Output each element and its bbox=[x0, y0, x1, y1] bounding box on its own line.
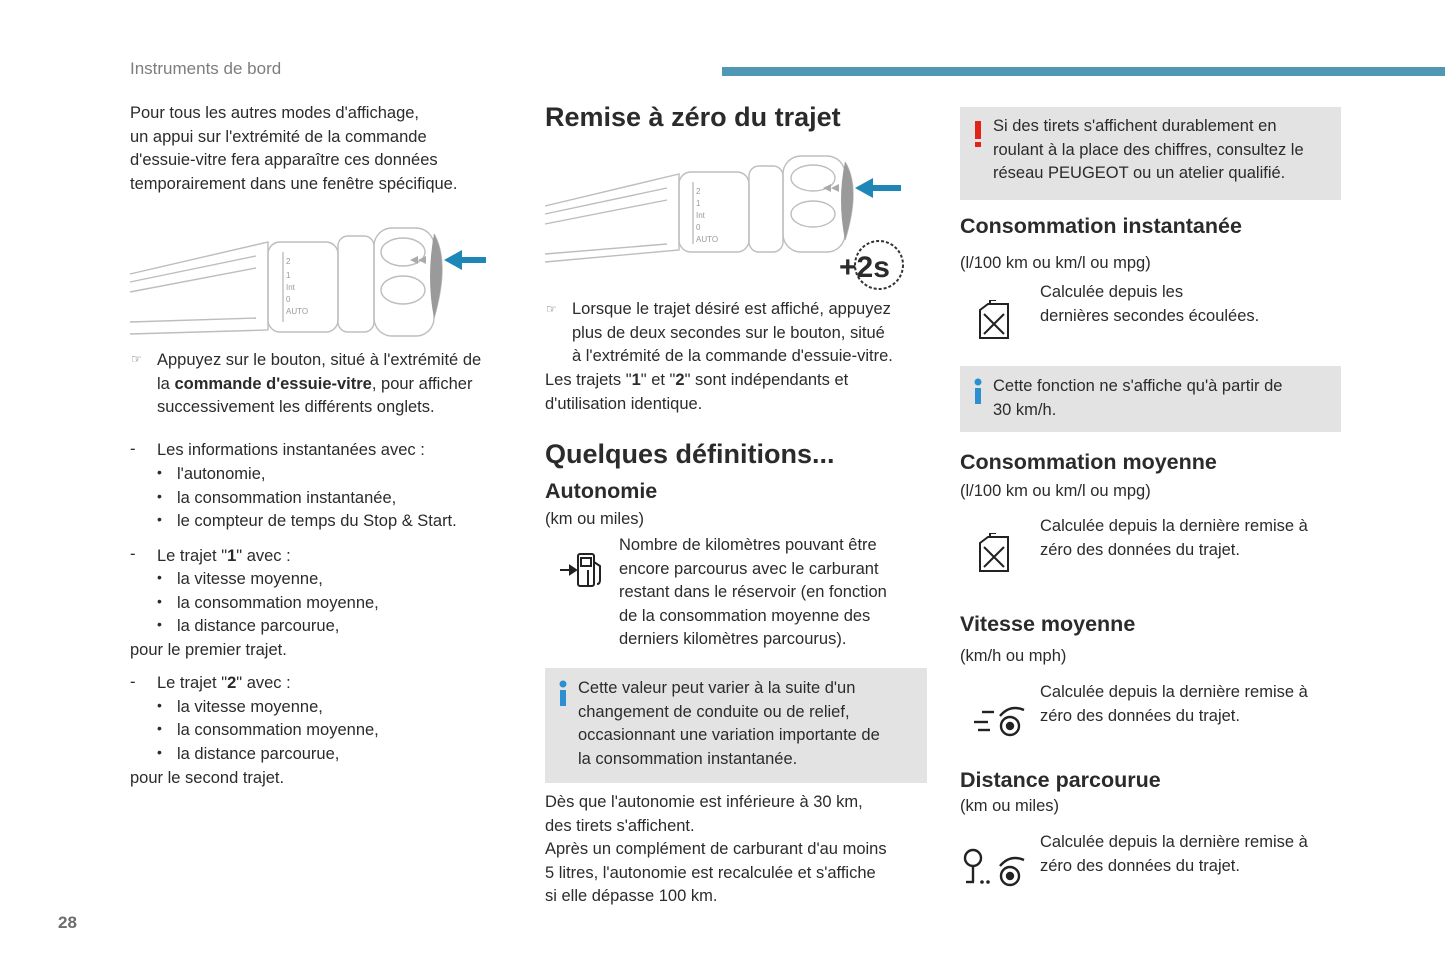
arrow-left-icon bbox=[444, 250, 486, 270]
text-segment: " avec : bbox=[236, 674, 291, 692]
description-line: zéro des données du trajet. bbox=[1040, 706, 1240, 725]
fuel-pump-icon bbox=[558, 550, 606, 590]
warning-icon bbox=[972, 119, 984, 149]
list-item: la distance parcourue, bbox=[177, 745, 340, 763]
text-segment: la bbox=[157, 374, 175, 393]
info-text bbox=[993, 375, 1341, 422]
list-item: la consommation instantanée, bbox=[177, 489, 397, 507]
info-icon bbox=[557, 680, 569, 708]
text-segment: " et " bbox=[640, 371, 676, 389]
consommation-instantanee-description bbox=[1040, 281, 1340, 328]
info-line: changement de conduite ou de relief, bbox=[578, 702, 850, 721]
autonomie-unit: (km ou miles) bbox=[545, 510, 645, 528]
stalk-label: 0 bbox=[286, 295, 291, 304]
instruction-line: Lorsque le trajet désiré est affiché, appuyez bbox=[572, 300, 891, 318]
stalk-label: Int bbox=[696, 211, 705, 220]
trips-note bbox=[545, 369, 925, 416]
list-item: l'autonomie, bbox=[177, 465, 266, 483]
description-line: encore parcourus avec le carburant bbox=[619, 559, 879, 578]
info-text bbox=[578, 677, 923, 771]
instruction-line bbox=[157, 373, 517, 397]
fuel-can-icon bbox=[976, 300, 1012, 340]
list-dash: - bbox=[130, 440, 136, 458]
list-item: la vitesse moyenne, bbox=[177, 570, 323, 588]
footer-line: 5 litres, l'autonomie est recalculée et s'affiche bbox=[545, 863, 876, 882]
list-title bbox=[157, 672, 291, 696]
text-segment: " avec : bbox=[236, 547, 291, 565]
info-box-speed bbox=[960, 366, 1341, 432]
info-line: occasionnant une variation importante de bbox=[578, 726, 880, 745]
header-accent-bar bbox=[722, 67, 1445, 76]
footer-line: si elle dépasse 100 km. bbox=[545, 887, 718, 906]
fuel-can-icon bbox=[976, 533, 1012, 573]
distance-icon bbox=[962, 846, 1030, 892]
list-footer: pour le second trajet. bbox=[130, 769, 285, 787]
reset-instruction bbox=[572, 298, 932, 369]
vitesse-moyenne-title: Vitesse moyenne bbox=[960, 612, 1136, 636]
pointing-hand-icon: ☞ bbox=[131, 352, 142, 366]
list-item: la distance parcourue, bbox=[177, 617, 340, 635]
bullet-dot: • bbox=[157, 511, 162, 527]
list-title bbox=[157, 545, 291, 569]
description-line: derniers kilomètres parcourus). bbox=[619, 630, 847, 649]
warning-line: réseau PEUGEOT ou un atelier qualifié. bbox=[993, 164, 1286, 183]
info-line: Cette fonction ne s'affiche qu'à partir de bbox=[993, 377, 1283, 395]
warning-box bbox=[960, 107, 1341, 200]
text-segment: " sont indépendants et bbox=[684, 371, 849, 389]
description-line: Calculée depuis la dernière remise à bbox=[1040, 833, 1308, 851]
bullet-dot: • bbox=[157, 744, 162, 760]
text-emphasis: 2 bbox=[227, 674, 237, 692]
stalk-label: AUTO bbox=[696, 235, 719, 244]
text-emphasis: 1 bbox=[227, 547, 237, 565]
list-footer: pour le premier trajet. bbox=[130, 641, 287, 659]
text-emphasis: 1 bbox=[631, 371, 641, 389]
distance-parcourue-description bbox=[1040, 831, 1340, 878]
footer-line: Après un complément de carburant d'au moins bbox=[545, 840, 887, 859]
text-segment: Le trajet " bbox=[157, 674, 228, 692]
autonomie-footer bbox=[545, 791, 930, 909]
bullet-dot: • bbox=[157, 616, 162, 632]
warning-line: Si des tirets s'affichent durablement en bbox=[993, 117, 1277, 135]
wiper-stalk-illustration bbox=[128, 222, 493, 340]
trips-line: d'utilisation identique. bbox=[545, 394, 703, 413]
list-dash: - bbox=[130, 673, 136, 691]
text-segment: Le trajet " bbox=[157, 547, 228, 565]
list-title: Les informations instantanées avec : bbox=[157, 441, 425, 459]
intro-line: temporairement dans une fenêtre spécifique. bbox=[130, 174, 458, 193]
intro-line: d'essuie-vitre fera apparaître ces données bbox=[130, 151, 438, 170]
bullet-dot: • bbox=[157, 720, 162, 736]
arrow-left-icon bbox=[855, 178, 901, 198]
stalk-label: 0 bbox=[696, 223, 701, 232]
bullet-dot: • bbox=[157, 697, 162, 713]
consommation-instantanee-unit: (l/100 km ou km/l ou mpg) bbox=[960, 254, 1151, 272]
intro-line: Pour tous les autres modes d'affichage, bbox=[130, 104, 420, 122]
consommation-moyenne-unit: (l/100 km ou km/l ou mpg) bbox=[960, 482, 1151, 500]
bullet-dot: • bbox=[157, 569, 162, 585]
stalk-label: Int bbox=[286, 283, 295, 292]
page-number: 28 bbox=[58, 913, 77, 932]
bullet-dot: • bbox=[157, 593, 162, 609]
text-segment: Les trajets " bbox=[545, 371, 632, 389]
distance-parcourue-title: Distance parcourue bbox=[960, 768, 1161, 792]
stalk-label: 1 bbox=[696, 199, 701, 208]
press-button-instruction bbox=[157, 349, 517, 420]
description-line: zéro des données du trajet. bbox=[1040, 540, 1240, 559]
stalk-label: 1 bbox=[286, 271, 291, 280]
instruction-line: successivement les différents onglets. bbox=[157, 398, 435, 417]
footer-line: Dès que l'autonomie est inférieure à 30 km, bbox=[545, 793, 863, 811]
description-line: de la consommation moyenne des bbox=[619, 606, 871, 625]
speed-icon bbox=[972, 702, 1030, 742]
stalk-label: 2 bbox=[696, 187, 701, 196]
description-line: Calculée depuis les bbox=[1040, 283, 1184, 301]
intro-paragraph bbox=[130, 102, 510, 196]
info-line: Cette valeur peut varier à la suite d'un bbox=[578, 679, 856, 697]
trips-line bbox=[545, 369, 925, 393]
description-line: zéro des données du trajet. bbox=[1040, 856, 1240, 875]
text-segment: , pour afficher bbox=[371, 374, 473, 393]
info-line: 30 km/h. bbox=[993, 400, 1057, 419]
consommation-instantanee-title: Consommation instantanée bbox=[960, 214, 1242, 238]
timer-badge-label: +2s bbox=[839, 251, 890, 284]
description-line: dernières secondes écoulées. bbox=[1040, 306, 1260, 325]
instruction-line: à l'extrémité de la commande d'essuie-vitre. bbox=[572, 347, 893, 366]
info-box-variation bbox=[545, 668, 927, 783]
pointing-hand-icon: ☞ bbox=[546, 302, 557, 316]
bullet-dot: • bbox=[157, 464, 162, 480]
definitions-heading: Quelques définitions... bbox=[545, 439, 835, 469]
footer-line: des tirets s'affichent. bbox=[545, 816, 695, 835]
consommation-moyenne-title: Consommation moyenne bbox=[960, 450, 1217, 474]
list-item: la consommation moyenne, bbox=[177, 721, 379, 739]
consommation-moyenne-description bbox=[1040, 515, 1340, 562]
vitesse-moyenne-unit: (km/h ou mph) bbox=[960, 647, 1067, 665]
description-line: Calculée depuis la dernière remise à bbox=[1040, 517, 1308, 535]
info-icon bbox=[972, 378, 984, 406]
wiper-stalk-illustration-reset bbox=[543, 150, 913, 290]
description-line: Calculée depuis la dernière remise à bbox=[1040, 683, 1308, 701]
stalk-label: 2 bbox=[286, 257, 291, 266]
description-line: restant dans le réservoir (en fonction bbox=[619, 583, 887, 602]
autonomie-title: Autonomie bbox=[545, 479, 658, 503]
vitesse-moyenne-description bbox=[1040, 681, 1340, 728]
bullet-dot: • bbox=[157, 488, 162, 504]
page-section-title: Instruments de bord bbox=[130, 59, 282, 78]
timer-badge-icon bbox=[839, 241, 903, 289]
warning-line: roulant à la place des chiffres, consultez le bbox=[993, 140, 1304, 159]
list-dash: - bbox=[130, 545, 136, 563]
section-heading: Remise à zéro du trajet bbox=[545, 102, 841, 132]
text-emphasis: commande d'essuie-vitre bbox=[174, 374, 372, 393]
text-emphasis: 2 bbox=[675, 371, 685, 389]
instruction-line: plus de deux secondes sur le bouton, situé bbox=[572, 323, 885, 342]
description-line: Nombre de kilomètres pouvant être bbox=[619, 536, 877, 554]
list-item: le compteur de temps du Stop & Start. bbox=[177, 512, 457, 530]
autonomie-description bbox=[619, 534, 919, 652]
instruction-line: Appuyez sur le bouton, situé à l'extrémité de bbox=[157, 351, 482, 369]
warning-text bbox=[993, 115, 1341, 186]
intro-line: un appui sur l'extrémité de la commande bbox=[130, 127, 427, 146]
list-item: la consommation moyenne, bbox=[177, 594, 379, 612]
distance-parcourue-unit: (km ou miles) bbox=[960, 797, 1060, 815]
stalk-label: AUTO bbox=[286, 307, 309, 316]
list-item: la vitesse moyenne, bbox=[177, 698, 323, 716]
info-line: la consommation instantanée. bbox=[578, 749, 798, 768]
